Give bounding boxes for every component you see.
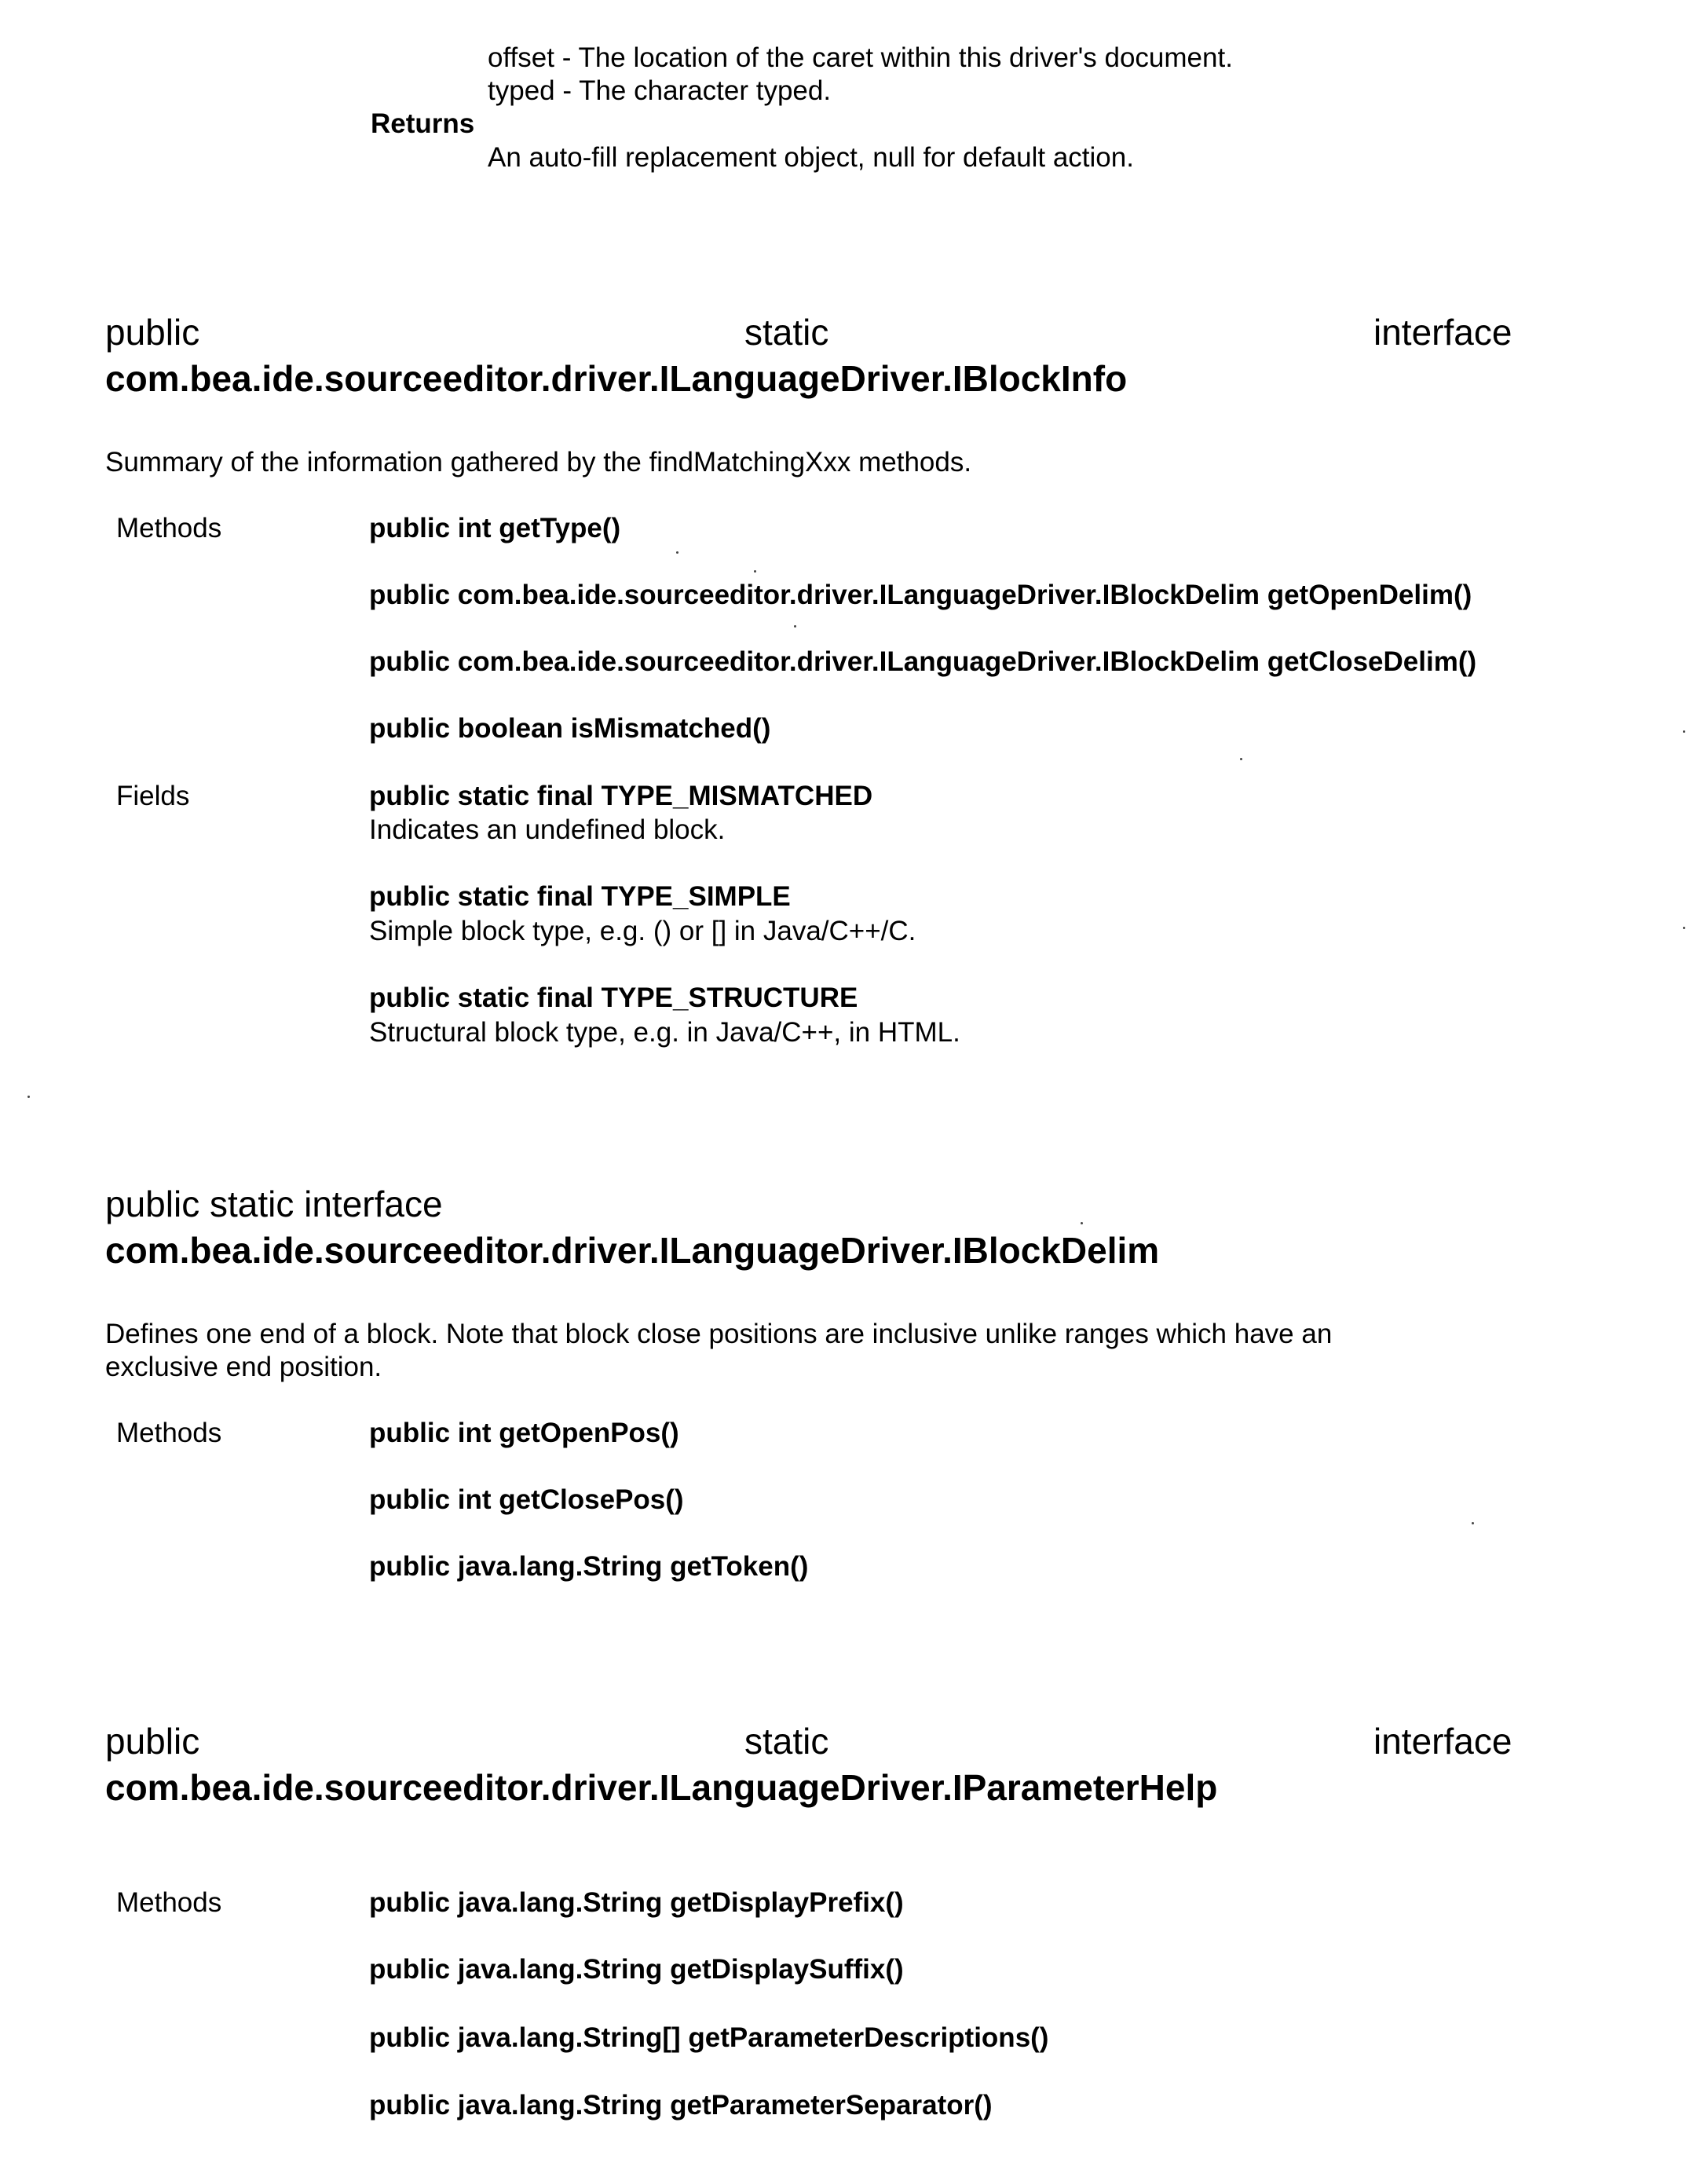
scan-speck: [1472, 1522, 1474, 1524]
field-signature: public static final TYPE_STRUCTURE: [369, 983, 858, 1013]
scan-speck: [1683, 730, 1685, 733]
method-signature: public java.lang.String getParameterSeparator(): [369, 2090, 993, 2121]
interface-name: com.bea.ide.sourceeditor.driver.ILanguageDriver.IBlockInfo: [105, 358, 1128, 399]
interface-name: com.bea.ide.sourceeditor.driver.ILanguageDriver.IBlockDelim: [105, 1230, 1160, 1271]
heading-kw-public: public: [105, 1721, 200, 1762]
field-signature: public static final TYPE_SIMPLE: [369, 881, 791, 912]
method-signature: public int getClosePos(): [369, 1484, 684, 1515]
heading-kw-static: static: [744, 1721, 829, 1762]
method-signature: public java.lang.String[] getParameterDescriptions(): [369, 2022, 1049, 2053]
method-signature: public java.lang.String getDisplayPrefix(): [369, 1887, 904, 1918]
heading-modifiers: public static interface: [105, 1184, 443, 1224]
field-signature: public static final TYPE_MISMATCHED: [369, 781, 873, 811]
interface-name: com.bea.ide.sourceeditor.driver.ILanguageDriver.IParameterHelp: [105, 1767, 1218, 1808]
method-signature: public boolean isMismatched(): [369, 713, 771, 744]
scan-speck: [794, 625, 796, 628]
method-signature: public com.bea.ide.sourceeditor.driver.ILanguageDriver.IBlockDelim getOpenDelim(): [369, 580, 1472, 610]
scan-speck: [676, 551, 678, 554]
interface-description-line: exclusive end position.: [105, 1352, 382, 1382]
scan-speck: [754, 570, 756, 573]
method-signature: public java.lang.String getToken(): [369, 1551, 809, 1582]
interface-description: Summary of the information gathered by the findMatchingXxx methods.: [105, 447, 972, 478]
scan-speck: [1081, 1222, 1083, 1224]
method-signature: public java.lang.String getDisplaySuffix(): [369, 1954, 904, 1985]
returns-text: An auto-fill replacement object, null for default action.: [488, 142, 1134, 173]
field-description: Simple block type, e.g. () or [] in Java/C++/C.: [369, 916, 916, 946]
scan-speck: [27, 1096, 30, 1098]
methods-label: Methods: [116, 1418, 222, 1448]
heading-kw-interface: interface: [1373, 1721, 1512, 1762]
scan-speck: [1240, 758, 1242, 760]
field-description: Indicates an undefined block.: [369, 814, 726, 845]
method-signature: public int getType(): [369, 513, 621, 543]
method-signature: public com.bea.ide.sourceeditor.driver.ILanguageDriver.IBlockDelim getCloseDelim(): [369, 646, 1477, 677]
methods-label: Methods: [116, 513, 222, 543]
interface-description-line: Defines one end of a block. Note that block close positions are inclusive unlike ranges which have an: [105, 1319, 1333, 1349]
method-signature: public int getOpenPos(): [369, 1418, 679, 1448]
heading-kw-static: static: [744, 312, 829, 353]
methods-label: Methods: [116, 1887, 222, 1918]
field-description: Structural block type, e.g. in Java/C++, in HTML.: [369, 1017, 960, 1048]
returns-label: Returns: [371, 108, 475, 139]
fields-label: Fields: [116, 781, 190, 811]
heading-kw-public: public: [105, 312, 200, 353]
scan-speck: [1683, 927, 1685, 929]
param-offset: offset - The location of the caret within this driver's document.: [488, 42, 1233, 73]
heading-kw-interface: interface: [1373, 312, 1512, 353]
param-typed: typed - The character typed.: [488, 75, 832, 106]
